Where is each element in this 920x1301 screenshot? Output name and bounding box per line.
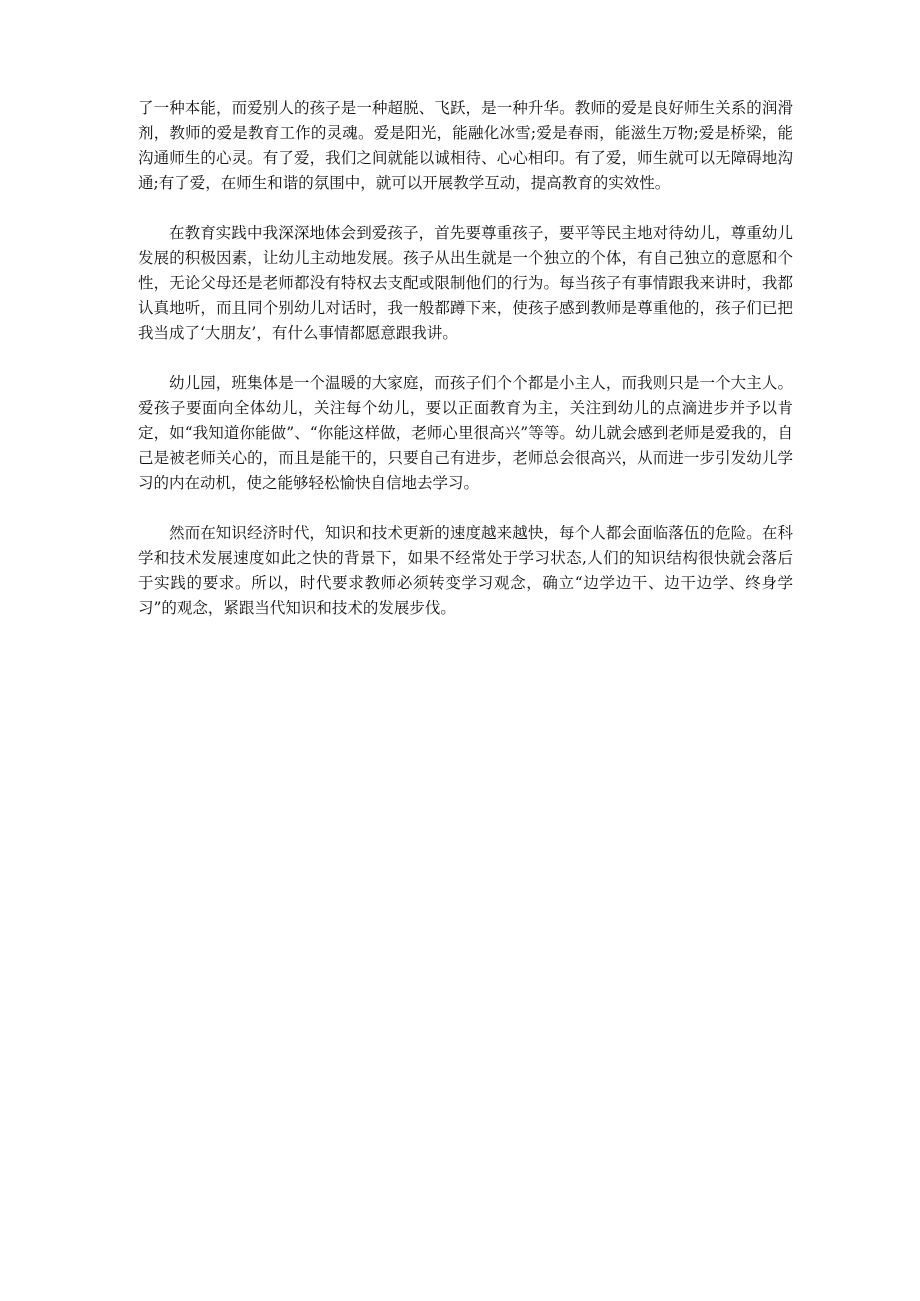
document-body <box>138 96 793 646</box>
paragraph-4: 然而在知识经济时代，知识和技术更新的速度越来越快，每个人都会面临落伍的危险。在科学和技术发展速度如此之快的背景下，如果不经常处于学习状态,人们的知识结构很快就会落后于实践的要求。所以，时代要求教师必须转变学习观念，确立“边学边干、边干边学、终身学习”的观念，紧跟当代知识和技术的发展步伐。 <box>138 524 793 617</box>
paragraph-2: 在教育实践中我深深地体会到爱孩子，首先要尊重孩子，要平等民主地对待幼儿，尊重幼儿发展的积极因素，让幼儿主动地发展。孩子从出生就是一个独立的个体，有自己独立的意愿和个性，无论父母还是老师都没有特权去支配或限制他们的行为。每当孩子有事情跟我来讲时，我都认真地听，而且同个别幼儿对话时，我一般都蹲下来，使孩子感到教师是尊重他的，孩子们已把我当成了‘大朋友’，有什么事情都愿意跟我讲。 <box>138 224 793 342</box>
paragraph-3: 幼儿园，班集体是一个温暖的大家庭，而孩子们个个都是小主人，而我则只是一个大主人。爱孩子要面向全体幼儿，关注每个幼儿，要以正面教育为主，关注到幼儿的点滴进步并予以肯定，如“我知道你能做”、“你能这样做，老师心里很高兴”等等。幼儿就会感到老师是爱我的，自己是被老师关心的，而且是能干的，只要自己有进步，老师总会很高兴，从而进一步引发幼儿学习的内在动机，使之能够轻松愉快自信地去学习。 <box>138 374 793 492</box>
paragraph-1: 了一种本能，而爱别人的孩子是一种超脱、飞跃，是一种升华。教师的爱是良好师生关系的润滑剂，教师的爱是教育工作的灵魂。爱是阳光，能融化冰雪;爱是春雨，能滋生万物;爱是桥梁，能沟通师生的心灵。有了爱，我们之间就能以诚相待、心心相印。有了爱，师生就可以无障碍地沟通;有了爱，在师生和谐的氛围中，就可以开展教学互动，提高教育的实效性。 <box>138 99 793 192</box>
